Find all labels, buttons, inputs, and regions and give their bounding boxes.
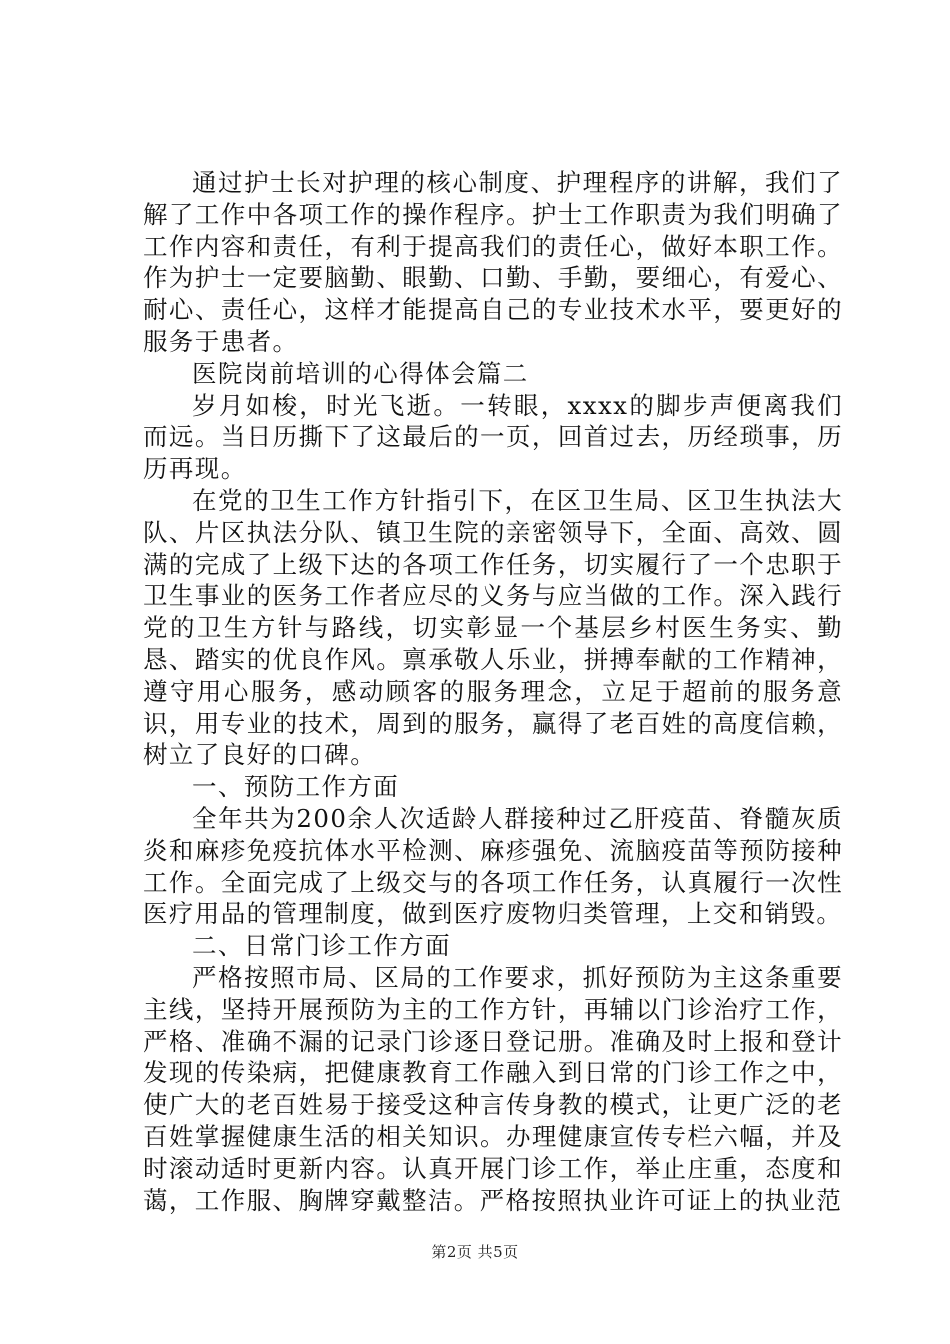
section-heading: 二、日常门诊工作方面 xyxy=(192,931,451,961)
paragraph: 在党的卫生工作方针指引下，在区卫生局、区卫生执法大队、片区执法分队、镇卫生院的亲密领导下，全面、高效、圆满的完成了上级下达的各项工作任务，切实履行了一个忠职于卫生事业的医务工作者应尽的义务与应当做的工作。深入践行党的卫生方针与路线，切实彰显一个基层乡村医生务实、勤恳、踏实的优良作风。禀承敬人乐业，拼搏奉献的工作精神，遵守用心服务，感动顾客的服务理念，立足于超前的服务意识，用专业的技术，周到的服务，赢得了老百姓的高度信赖，树立了良好的口碑。 xyxy=(143,485,843,770)
section-heading: 一、预防工作方面 xyxy=(192,772,400,802)
document-body xyxy=(143,167,843,1216)
paragraph: 严格按照市局、区局的工作要求，抓好预防为主这条重要主线，坚持开展预防为主的工作方针，再辅以门诊治疗工作，严格、准确不漏的记录门诊逐日登记册。准确及时上报和登计发现的传染病，把健康教育工作融入到日常的门诊工作之中，使广大的老百姓易于接受这种言传身教的模式，让更广泛的老百姓掌握健康生活的相关知识。办理健康宣传专栏六幅，并及时滚动适时更新内容。认真开展门诊工作，举止庄重，态度和蔼，工作服、胸牌穿戴整洁。严格按照执业许可证上的执业范 xyxy=(143,962,843,1215)
paragraph: 全年共为200余人次适龄人群接种过乙肝疫苗、脊髓灰质炎和麻疹免疫抗体水平检测、麻疹强免、流脑疫苗等预防接种工作。全面完成了上级交与的各项工作任务，认真履行一次性医疗用品的管理制度，做到医疗废物归类管理，上交和销毁。 xyxy=(143,803,843,929)
paragraph: 通过护士长对护理的核心制度、护理程序的讲解，我们了解了工作中各项工作的操作程序。护士工作职责为我们明确了工作内容和责任，有利于提高我们的责任心，做好本职工作。作为护士一定要脑勤、眼勤、口勤、手勤，要细心，有爱心、耐心、责任心，这样才能提高自己的专业技术水平，要更好的服务于患者。 xyxy=(143,168,843,356)
paragraph: 岁月如梭，时光飞逝。一转眼，xxxx的脚步声便离我们而远。当日历撕下了这最后的一页，回首过去，历经琐事，历历再现。 xyxy=(143,390,843,484)
section-heading: 医院岗前培训的心得体会篇二 xyxy=(192,358,529,388)
page-footer: 第2页 共5页 xyxy=(431,1243,519,1261)
